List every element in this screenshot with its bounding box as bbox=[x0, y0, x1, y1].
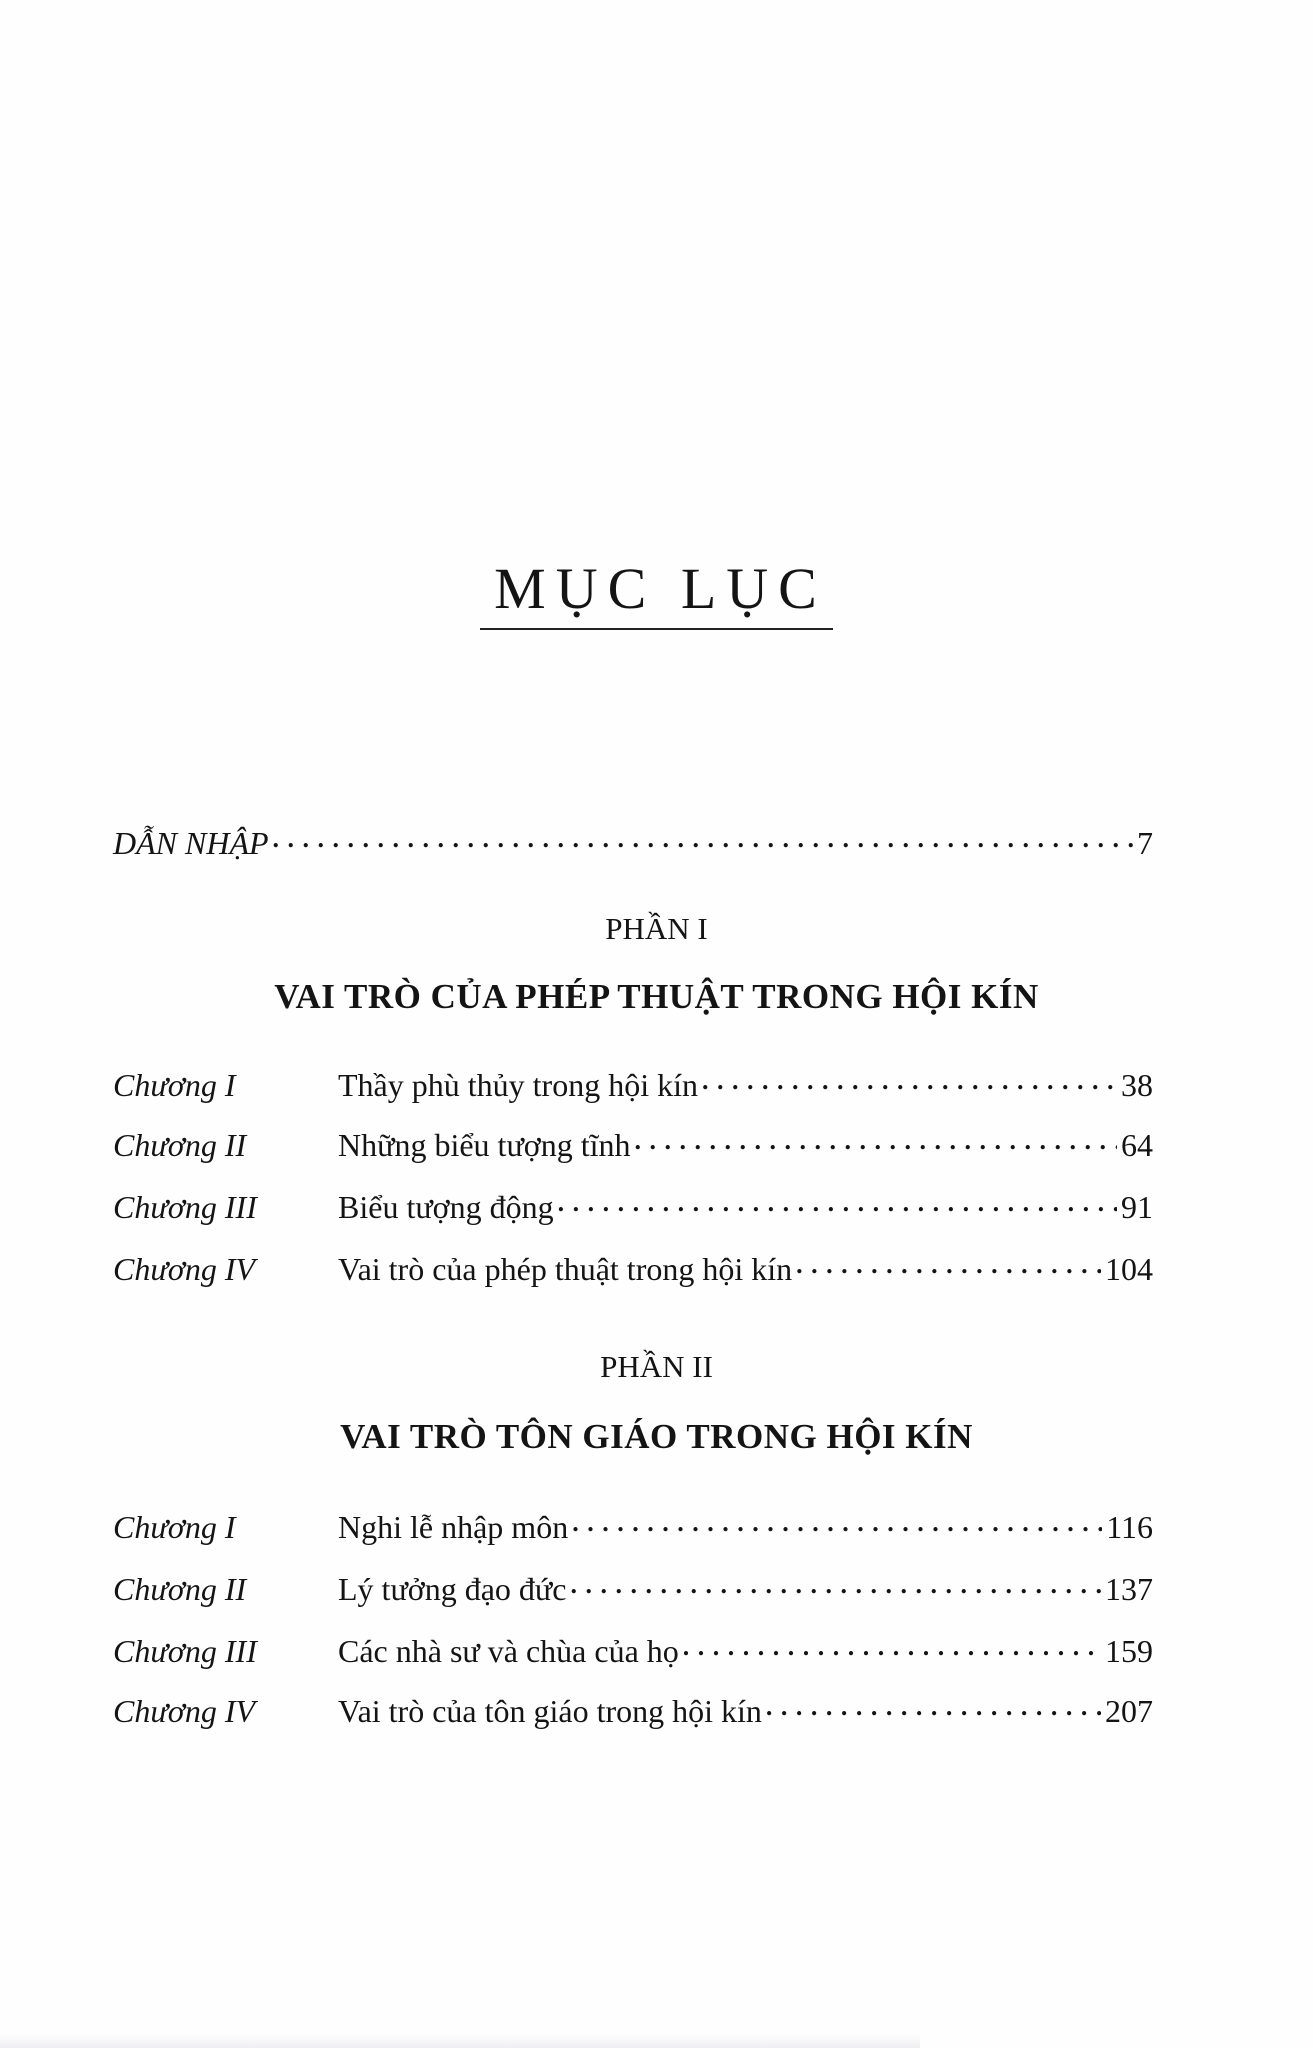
toc-entry[interactable] bbox=[113, 1186, 1153, 1226]
dot-leader bbox=[558, 1186, 1117, 1218]
page-number: 207 bbox=[1105, 1693, 1153, 1729]
dot-leader bbox=[683, 1630, 1101, 1662]
toc-entry[interactable] bbox=[113, 1568, 1153, 1608]
page-number: 137 bbox=[1105, 1571, 1153, 1607]
dot-leader bbox=[273, 822, 1133, 854]
chapter-label: Chương IV bbox=[113, 1693, 256, 1729]
page-number: 64 bbox=[1121, 1127, 1153, 1163]
chapter-label: Chương I bbox=[113, 1509, 236, 1545]
chapter-title: Lý tưởng đạo đức bbox=[338, 1571, 567, 1607]
page-title: MỤC LỤC bbox=[480, 560, 833, 630]
part-heading: PHẦN II bbox=[600, 1349, 713, 1384]
dot-leader bbox=[572, 1506, 1102, 1538]
chapter-title: Những biểu tượng tĩnh bbox=[338, 1127, 631, 1163]
chapter-title: Vai trò của phép thuật trong hội kín bbox=[338, 1251, 793, 1287]
toc-entry[interactable] bbox=[113, 1124, 1153, 1164]
page-number: 159 bbox=[1105, 1633, 1153, 1669]
toc-entry[interactable] bbox=[113, 1690, 1153, 1730]
chapter-label: Chương II bbox=[113, 1571, 247, 1607]
toc-entry[interactable] bbox=[113, 1064, 1153, 1104]
chapter-label: Chương IV bbox=[113, 1251, 256, 1287]
chapter-title: Các nhà sư và chùa của họ bbox=[338, 1633, 679, 1669]
chapter-label: Chương I bbox=[113, 1067, 236, 1103]
chapter-label: Chương II bbox=[113, 1127, 247, 1163]
chapter-title: Vai trò của tôn giáo trong hội kín bbox=[338, 1693, 762, 1729]
title-block bbox=[0, 556, 1313, 630]
part-title: VAI TRÒ CỦA PHÉP THUẬT TRONG HỘI KÍN bbox=[274, 977, 1039, 1016]
toc-entry[interactable] bbox=[113, 1506, 1153, 1546]
chapter-label: Chương III bbox=[113, 1633, 257, 1669]
chapter-title: Biểu tượng động bbox=[338, 1189, 554, 1225]
page-number: 104 bbox=[1105, 1251, 1153, 1287]
scan-edge-shadow bbox=[0, 2034, 920, 2048]
toc-entry[interactable] bbox=[113, 1630, 1153, 1670]
page-number: 38 bbox=[1121, 1067, 1153, 1103]
toc-entry[interactable] bbox=[113, 1248, 1153, 1288]
page-number: 91 bbox=[1121, 1189, 1153, 1225]
chapter-title: Nghi lễ nhập môn bbox=[338, 1509, 569, 1545]
dot-leader bbox=[570, 1568, 1101, 1600]
page-number: 7 bbox=[1137, 825, 1153, 861]
chapter-label: Chương III bbox=[113, 1189, 257, 1225]
entry-title: DẪN NHẬP bbox=[113, 825, 269, 861]
dot-leader bbox=[634, 1124, 1117, 1156]
part-title: VAI TRÒ TÔN GIÁO TRONG HỘI KÍN bbox=[340, 1417, 973, 1456]
dot-leader bbox=[766, 1690, 1101, 1722]
chapter-title: Thầy phù thủy trong hội kín bbox=[338, 1067, 698, 1103]
part-heading: PHẦN I bbox=[605, 911, 708, 946]
toc-entry-intro[interactable] bbox=[113, 822, 1153, 862]
page-number: 116 bbox=[1106, 1509, 1153, 1545]
dot-leader bbox=[796, 1248, 1101, 1280]
dot-leader bbox=[702, 1064, 1117, 1096]
